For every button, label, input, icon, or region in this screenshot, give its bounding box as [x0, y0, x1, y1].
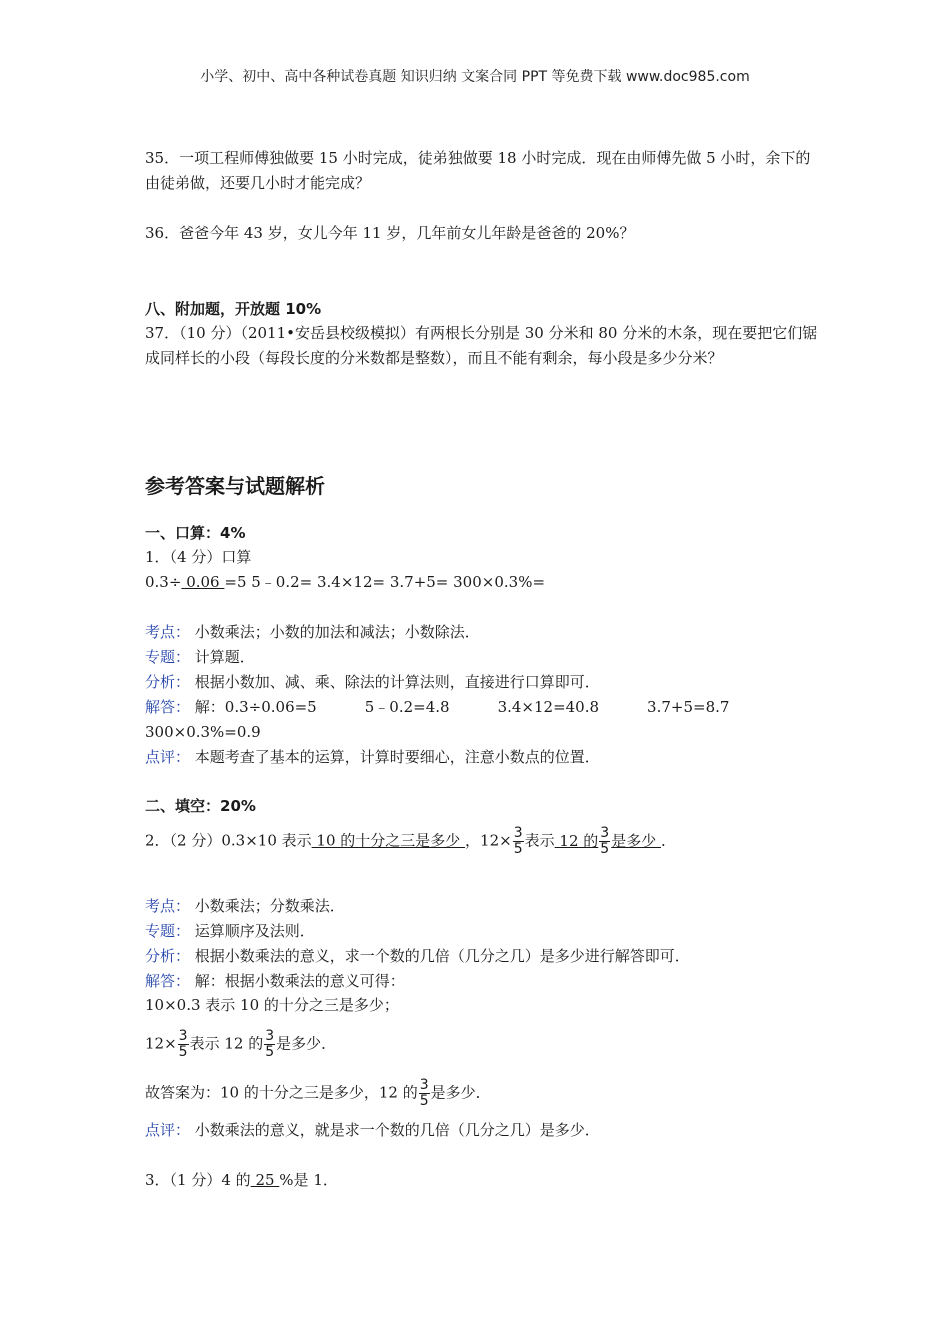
kaodian-row	[145, 621, 480, 643]
fenxi-text: 根据小数乘法的意义，求一个数的几倍（几分之几）是多少进行解答即可．	[194, 947, 690, 965]
answer-blank: 12 的 $\frac{3}{5}$ 是多少	[554, 825, 661, 857]
zhuanti-text: 运算顺序及法则．	[194, 922, 315, 940]
jieda-text: 解：根据小数乘法的意义可得：	[194, 972, 405, 990]
kaodian-text: 小数乘法；小数的加法和减法；小数除法．	[194, 623, 480, 641]
fraction: $\frac{3}{5}$	[513, 825, 523, 857]
fraction: $\frac{3}{5}$	[178, 1028, 188, 1060]
zhuanti-label: 专题：	[145, 922, 191, 940]
line3-post: 是多少．	[430, 1083, 491, 1102]
fenxi-row	[145, 945, 690, 967]
jieda-line-3	[145, 1078, 491, 1109]
kaodian-text: 小数乘法；分数乘法．	[194, 897, 345, 915]
q2-pre: 2．（2 分）0.3×10 表示	[145, 831, 312, 850]
fenxi-label: 分析：	[145, 947, 191, 965]
q2-mid: ，12×	[465, 831, 512, 850]
calc-post: =5 5﹣0.2= 3.4×12= 3.7+5= 300×0.3%=	[224, 573, 546, 591]
fraction: $\frac{3}{5}$	[419, 1077, 429, 1109]
question-3	[145, 1169, 338, 1191]
zhuanti-text: 计算题．	[194, 648, 255, 666]
dianping-row	[145, 1119, 600, 1141]
fenxi-row	[145, 671, 600, 693]
jieda-c: 3.4×12=40.8	[497, 698, 600, 716]
section-2-heading: 二、填空：20%	[145, 797, 256, 815]
question-37: 37．（10 分）（2011•安岳县校级模拟）有两根长分别是 30 分米和 80 分米的木条，现在要把它们锯成同样长的小段（每段长度的分米数都是整数），而且不能有剩余，每小段是多少分米？	[145, 324, 818, 367]
q3-post: %是 1．	[279, 1171, 338, 1189]
zhuanti-row	[145, 646, 255, 668]
jieda-row	[145, 696, 729, 718]
answer-section-title: 参考答案与试题解析	[145, 474, 325, 498]
answer-blank: 25	[250, 1171, 280, 1189]
jieda-e: 300×0.3%=0.9	[145, 723, 261, 741]
dianping-text: 小数乘法的意义，就是求一个数的几倍（几分之几）是多少．	[194, 1121, 600, 1139]
fraction: $\frac{3}{5}$	[600, 825, 610, 857]
fenxi-label: 分析：	[145, 673, 191, 691]
jieda-row	[145, 970, 405, 992]
zhuanti-row	[145, 920, 315, 942]
question-36: 36．爸爸今年 43 岁，女儿今年 11 岁，几年前女儿年龄是爸爸的 20%？	[145, 224, 635, 242]
dianping-label: 点评：	[145, 748, 191, 766]
dianping-row	[145, 746, 600, 768]
answer-blank: 0.06	[181, 573, 225, 591]
question-1-calc	[145, 571, 545, 593]
jieda-label: 解答：	[145, 972, 191, 990]
answer-blank: 10 的十分之三是多少	[311, 831, 466, 850]
jieda-d: 3.7+5=8.7	[647, 698, 730, 716]
line3-pre: 故答案为：10 的十分之三是多少，12 的	[145, 1083, 418, 1102]
jieda-line-2	[145, 1029, 336, 1060]
fenxi-text: 根据小数加、减、乘、除法的计算法则，直接进行口算即可．	[194, 673, 600, 691]
dianping-label: 点评：	[145, 1121, 191, 1139]
question-2	[145, 826, 676, 857]
page-header: 小学、初中、高中各种试卷真题 知识归纳 文案合同 PPT 等免费下载 www.doc985.com	[200, 69, 750, 85]
line2-mid: 表示 12 的	[189, 1034, 264, 1053]
fraction: $\frac{3}{5}$	[265, 1028, 275, 1060]
dianping-text: 本题考查了基本的运算，计算时要细心，注意小数点的位置．	[194, 748, 600, 766]
jieda-a: 解：0.3÷0.06=5	[194, 698, 317, 716]
kaodian-row	[145, 895, 345, 917]
kaodian-label: 考点：	[145, 623, 191, 641]
kaodian-label: 考点：	[145, 897, 191, 915]
zhuanti-label: 专题：	[145, 648, 191, 666]
line2-pre: 12×	[145, 1034, 177, 1053]
q3-pre: 3．（1 分）4 的	[145, 1171, 251, 1189]
calc-pre: 0.3÷	[145, 573, 182, 591]
q2-mid2: 表示	[524, 831, 555, 850]
jieda-label: 解答：	[145, 698, 191, 716]
line2-post: 是多少．	[276, 1034, 337, 1053]
q2-end: ．	[660, 831, 676, 850]
section-8-heading: 八、附加题，开放题 10%	[145, 300, 322, 318]
question-1: 1．（4 分）口算	[145, 548, 252, 566]
question-35: 35．一项工程师傅独做要 15 小时完成，徒弟独做要 18 小时完成．现在由师傅先做 5 小时，余下的由徒弟做，还要几小时才能完成？	[145, 149, 811, 192]
jieda-b: 5﹣0.2=4.8	[364, 698, 450, 716]
section-1-heading: 一、口算：4%	[145, 524, 246, 542]
jieda-line-1: 10×0.3 表示 10 的十分之三是多少；	[145, 996, 399, 1014]
